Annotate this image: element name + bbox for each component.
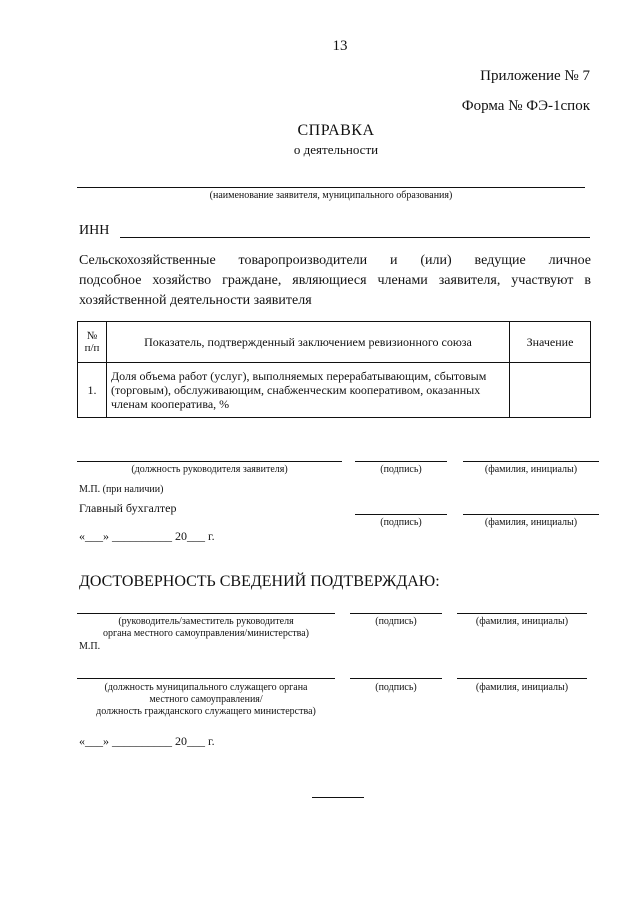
- intro-line-2: подсобное хозяйство граждане, являющиеся членами заявителя, участвуют в: [79, 273, 591, 288]
- footer-separator: [312, 797, 364, 798]
- official-head-caption-1: (руководитель/заместитель руководителя: [118, 616, 294, 627]
- header-value: Значение: [510, 322, 591, 363]
- date-field-2[interactable]: «___» __________ 20___ г.: [79, 734, 215, 748]
- inn-field[interactable]: [120, 237, 590, 238]
- applicant-name-line[interactable]: [77, 187, 585, 188]
- intro-line-3: хозяйственной деятельности заявителя: [79, 293, 312, 308]
- appendix-label: Приложение № 7: [480, 68, 590, 84]
- document-title: СПРАВКА: [297, 122, 375, 139]
- stamp-label: М.П. (при наличии): [79, 484, 164, 495]
- official-employee-caption-3: должность гражданского служащего министерства): [96, 706, 316, 717]
- official-employee-caption-2: местного самоуправления/: [149, 694, 263, 705]
- official-head-line[interactable]: [77, 613, 335, 614]
- date-field-1[interactable]: «___» __________ 20___ г.: [79, 529, 215, 543]
- stamp-label-2: М.П.: [79, 641, 101, 652]
- official-employee-name-line[interactable]: [457, 678, 587, 679]
- row-indicator: Доля объема работ (услуг), выполняемых перерабатывающим, сбытовым (торговым), обслуживающим, снабженческим кооперативом, оказанных членам кооператива, %: [107, 363, 510, 418]
- accountant-name-caption: (фамилия, инициалы): [484, 517, 578, 528]
- table-header-row: [78, 322, 591, 363]
- head-position-caption: (должность руководителя заявителя): [131, 464, 288, 475]
- inn-label: ИНН: [79, 223, 110, 238]
- official-head-name-line[interactable]: [457, 613, 587, 614]
- intro-paragraph: [79, 251, 591, 311]
- chief-accountant-label: Главный бухгалтер: [79, 501, 177, 515]
- official-employee-line[interactable]: [77, 678, 335, 679]
- table-row: [78, 363, 591, 418]
- official-employee-signature-line[interactable]: [350, 678, 442, 679]
- head-signature-caption: (подпись): [380, 464, 422, 475]
- official-employee-name-caption: (фамилия, инициалы): [475, 682, 569, 693]
- form-number: Форма № ФЭ-1спок: [461, 98, 590, 114]
- official-head-caption-2: органа местного самоуправления/министерства): [103, 628, 309, 639]
- head-name-line[interactable]: [463, 461, 599, 462]
- applicant-caption: (наименование заявителя, муниципального образования): [209, 190, 453, 201]
- confirmation-heading: ДОСТОВЕРНОСТЬ СВЕДЕНИЙ ПОДТВЕРЖДАЮ:: [79, 573, 440, 590]
- official-head-signature-line[interactable]: [350, 613, 442, 614]
- accountant-signature-caption: (подпись): [380, 517, 422, 528]
- official-head-signature-caption: (подпись): [375, 616, 417, 627]
- header-number: № п/п: [78, 322, 107, 363]
- official-head-name-caption: (фамилия, инициалы): [475, 616, 569, 627]
- head-name-caption: (фамилия, инициалы): [484, 464, 578, 475]
- row-value-cell[interactable]: [510, 363, 591, 418]
- accountant-signature-line[interactable]: [355, 514, 447, 515]
- official-employee-signature-caption: (подпись): [375, 682, 417, 693]
- header-indicator: Показатель, подтвержденный заключением ревизионного союза: [107, 322, 510, 363]
- indicators-table: [77, 321, 591, 418]
- accountant-name-line[interactable]: [463, 514, 599, 515]
- document-subtitle: о деятельности: [293, 142, 379, 157]
- head-position-line[interactable]: [77, 461, 342, 462]
- row-number: 1.: [78, 363, 107, 418]
- intro-line-1: Сельскохозяйственные товаропроизводители и (или) ведущие личное: [79, 253, 591, 268]
- page-number: 13: [332, 38, 348, 54]
- head-signature-line[interactable]: [355, 461, 447, 462]
- official-employee-caption-1: (должность муниципального служащего органа: [104, 682, 308, 693]
